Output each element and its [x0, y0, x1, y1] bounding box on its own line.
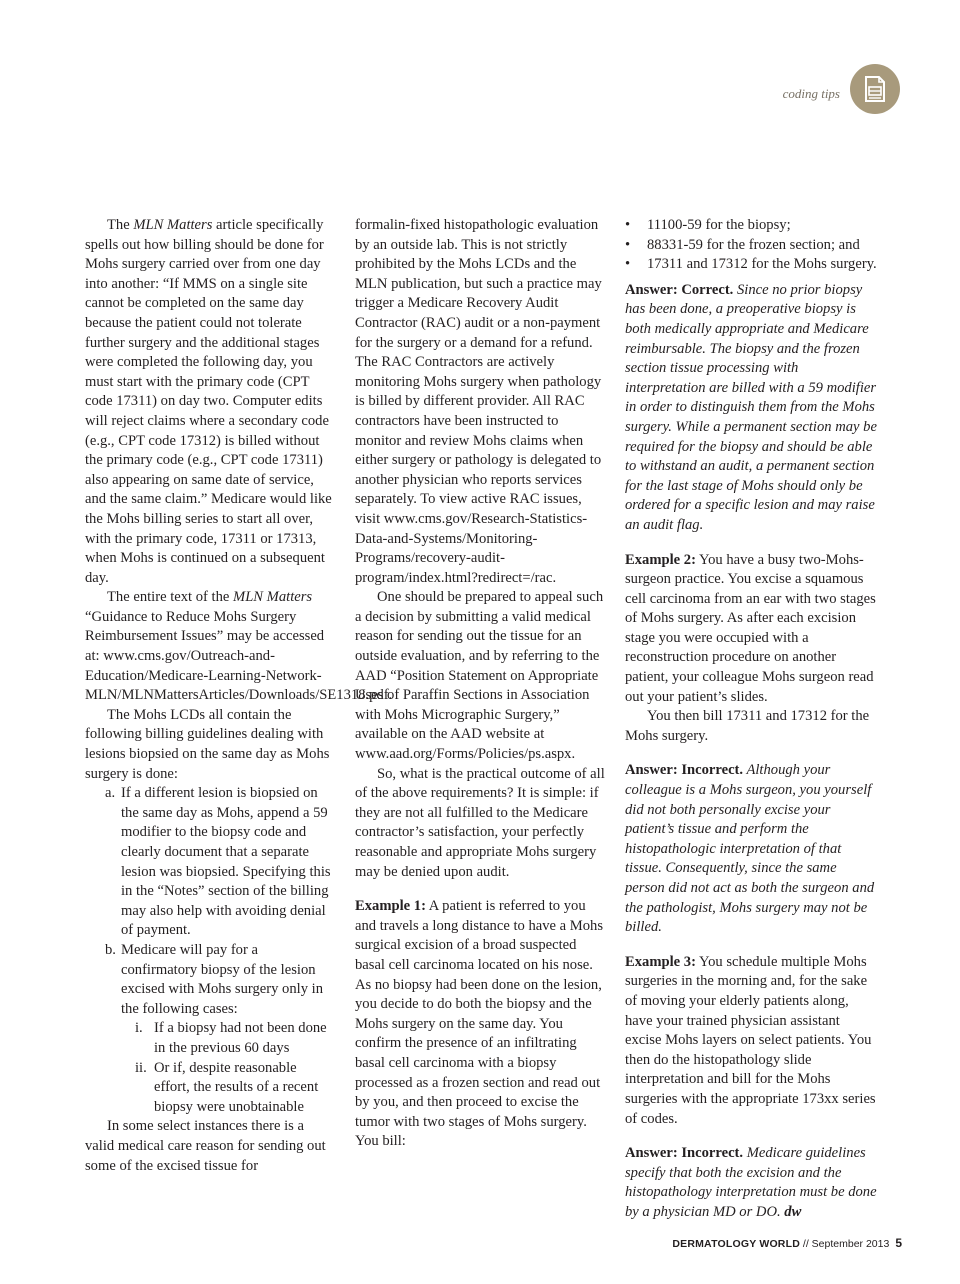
article-column-1: [85, 216, 393, 1176]
paragraph: The entire text of the MLN Matters “Guidance to Reduce Mohs Surgery Reimbursement Issues” may be accessed at: www.cms.gov/Outreach-and-Education/Medicare-Learning-Network-MLN/MLNMattersArticles/Downloads/SE1318.pdf.: [85, 589, 393, 704]
paragraph: The Mohs LCDs all contain the following billing guidelines dealing with lesions biopsied on the same day as Mohs surgery is done:: [85, 706, 330, 782]
section-badge: [850, 64, 900, 114]
section-label: coding tips: [782, 86, 840, 101]
paragraph: In some select instances there is a valid medical care reason for sending out some of the excised tissue for: [85, 1118, 326, 1174]
billed-codes-list: [625, 216, 877, 275]
list-item: a. If a different lesion is biopsied on the same day as Mohs, append a 59 modifier to the biopsy code and clearly document that a separate lesion was biopsied. Specifying this in the “Notes” section of the billing may also help with avoiding denial of payment.: [105, 785, 331, 939]
paragraph: You then bill 17311 and 17312 for the Mohs surgery.: [625, 708, 870, 744]
list-item: • 17311 and 17312 for the Mohs surgery.: [625, 256, 877, 273]
example-1: Example 1: A patient is referred to you and travels a long distance to have a Mohs surgical excision of a broad suspected basal cell carcinoma located on his nose. As no biopsy had been done on the lesion, you decide to do both the biopsy and the Mohs surgery on the same day. You confirm the presence of an infiltrating basal cell carcinoma with a biopsy processed as a frozen section and read out by you, and then proceed to excise the tumor with two stages of Mohs surgery. You bill:: [355, 898, 604, 1150]
article-column-3: [625, 216, 877, 1223]
paragraph: formalin-fixed histopathologic evaluation by an outside lab. This is not strictly prohibited by the Mohs LCDs and the MLN publication, but such a practice may trigger a Medicare Recovery Audit Contractor (RAC) audit or a non-payment for the surgery or a demand for a refund. The RAC Contractors are actively monitoring Mohs surgery when pathology is billed by different provider. All RAC contractors have been instructed to monitor and review Mohs claims when either surgery or pathology is delegated to another physician who reports services separately. To view active RAC issues, visit www.cms.gov/Research-Statistics-Data-and-Systems/Monitoring-Programs/recovery-audit-program/index.html?redirect=/rac.: [355, 217, 602, 586]
page-number: 5: [895, 1236, 902, 1250]
billing-guidelines-list: [85, 784, 336, 1117]
list-item: b. Medicare will pay for a confirmatory biopsy of the lesion excised with Mohs surgery only in the following cases:: [105, 941, 323, 1017]
sub-list-item: i. If a biopsy had not been done in the previous 60 days: [135, 1020, 327, 1056]
issue-date: September 2013: [811, 1238, 890, 1250]
publication-name: DERMATOLOGY WORLD: [672, 1238, 800, 1250]
paragraph: The MLN Matters article specifically spells out how billing should be done for Mohs surgery carried over from one day into another: “If MMS on a single site cannot be completed on the same day because the patient could not tolerate further surgery and the additional stages were completed the following day, you must start with the primary code (CPT code 17311) on day two. Computer edits will reject claims where a secondary code (e.g., CPT code 17312) is billed without the primary code (e.g., CPT code 17311) also appearing on same date of service, and the same claim.” Medicare would like the Mohs billing series to start all over, with the primary code, 17311 or 17313, when Mohs is continued on a subsequent day.: [85, 217, 332, 586]
answer-2: Answer: Incorrect. Although your colleague is a Mohs surgeon, you yourself did not both personally excise your patient’s tissue and perform the histopathologic interpretation of that tissue. Consequently, since the same person did not act as both the surgeon and the pathologist, Mohs surgery may not be billed.: [625, 762, 875, 936]
paragraph: So, what is the practical outcome of all of the above requirements? It is simple: if they are not all fulfilled to the Medicare contractor’s satisfaction, your perfectly reasonable and appropriate Mohs surgery may be denied upon audit.: [355, 765, 605, 880]
list-item: • 11100-59 for the biopsy;: [625, 217, 791, 233]
example-3: Example 3: You schedule multiple Mohs surgeries in the morning and, for the sake of moving your elderly patients along, have your trained physician assistant excise Mohs layers on select patients. You then do the histopathology slide interpretation and bill for the Mohs surgeries with the appropriate 173xx series of codes.: [625, 953, 876, 1127]
sub-list-item: ii. Or if, despite reasonable effort, the results of a recent biopsy were unobtainable: [135, 1059, 319, 1115]
document-icon: [862, 75, 888, 103]
answer-1: Answer: Correct. Since no prior biopsy has been done, a preoperative biopsy is both medically appropriate and Medicare reimbursable. The biopsy and the frozen section tissue processing with interpretation are billed with a 59 modifier in order to distinguish them from the Mohs surgery. While a permanent section may be required for the biopsy and should be able to withstand an audit, a permanent section for the last stage of Mohs should only be ordered for a specific lesion and may raise an audit flag.: [625, 281, 877, 533]
page-footer: [620, 1236, 902, 1250]
article-column-2: [355, 216, 607, 1152]
paragraph: One should be prepared to appeal such a decision by submitting a valid medical reason for sending out the tissue for an outside evaluation, and by referring to the AAD “Position Statement on Appropriate Uses of Paraffin Sections in Association with Mohs Micrographic Surgery,” available on the AAD website at www.aad.org/Forms/Policies/ps.aspx.: [355, 589, 604, 763]
list-item: • 88331-59 for the frozen section; and: [625, 236, 860, 253]
author-signoff: dw: [784, 1203, 802, 1220]
answer-3: Answer: Incorrect. Medicare guidelines specify that both the excision and the histopathology interpretation must be done by a physician MD or DO. dw: [625, 1145, 877, 1220]
footer-separator: //: [800, 1238, 812, 1250]
example-2: Example 2: You have a busy two-Mohs-surgeon practice. You excise a squamous cell carcinoma from an ear with two stages of Mohs surgery. As after each excision stage you were occupied with a reconstruction procedure on another patient, your colleague Mohs surgeon read out your patient’s slides.: [625, 551, 876, 705]
